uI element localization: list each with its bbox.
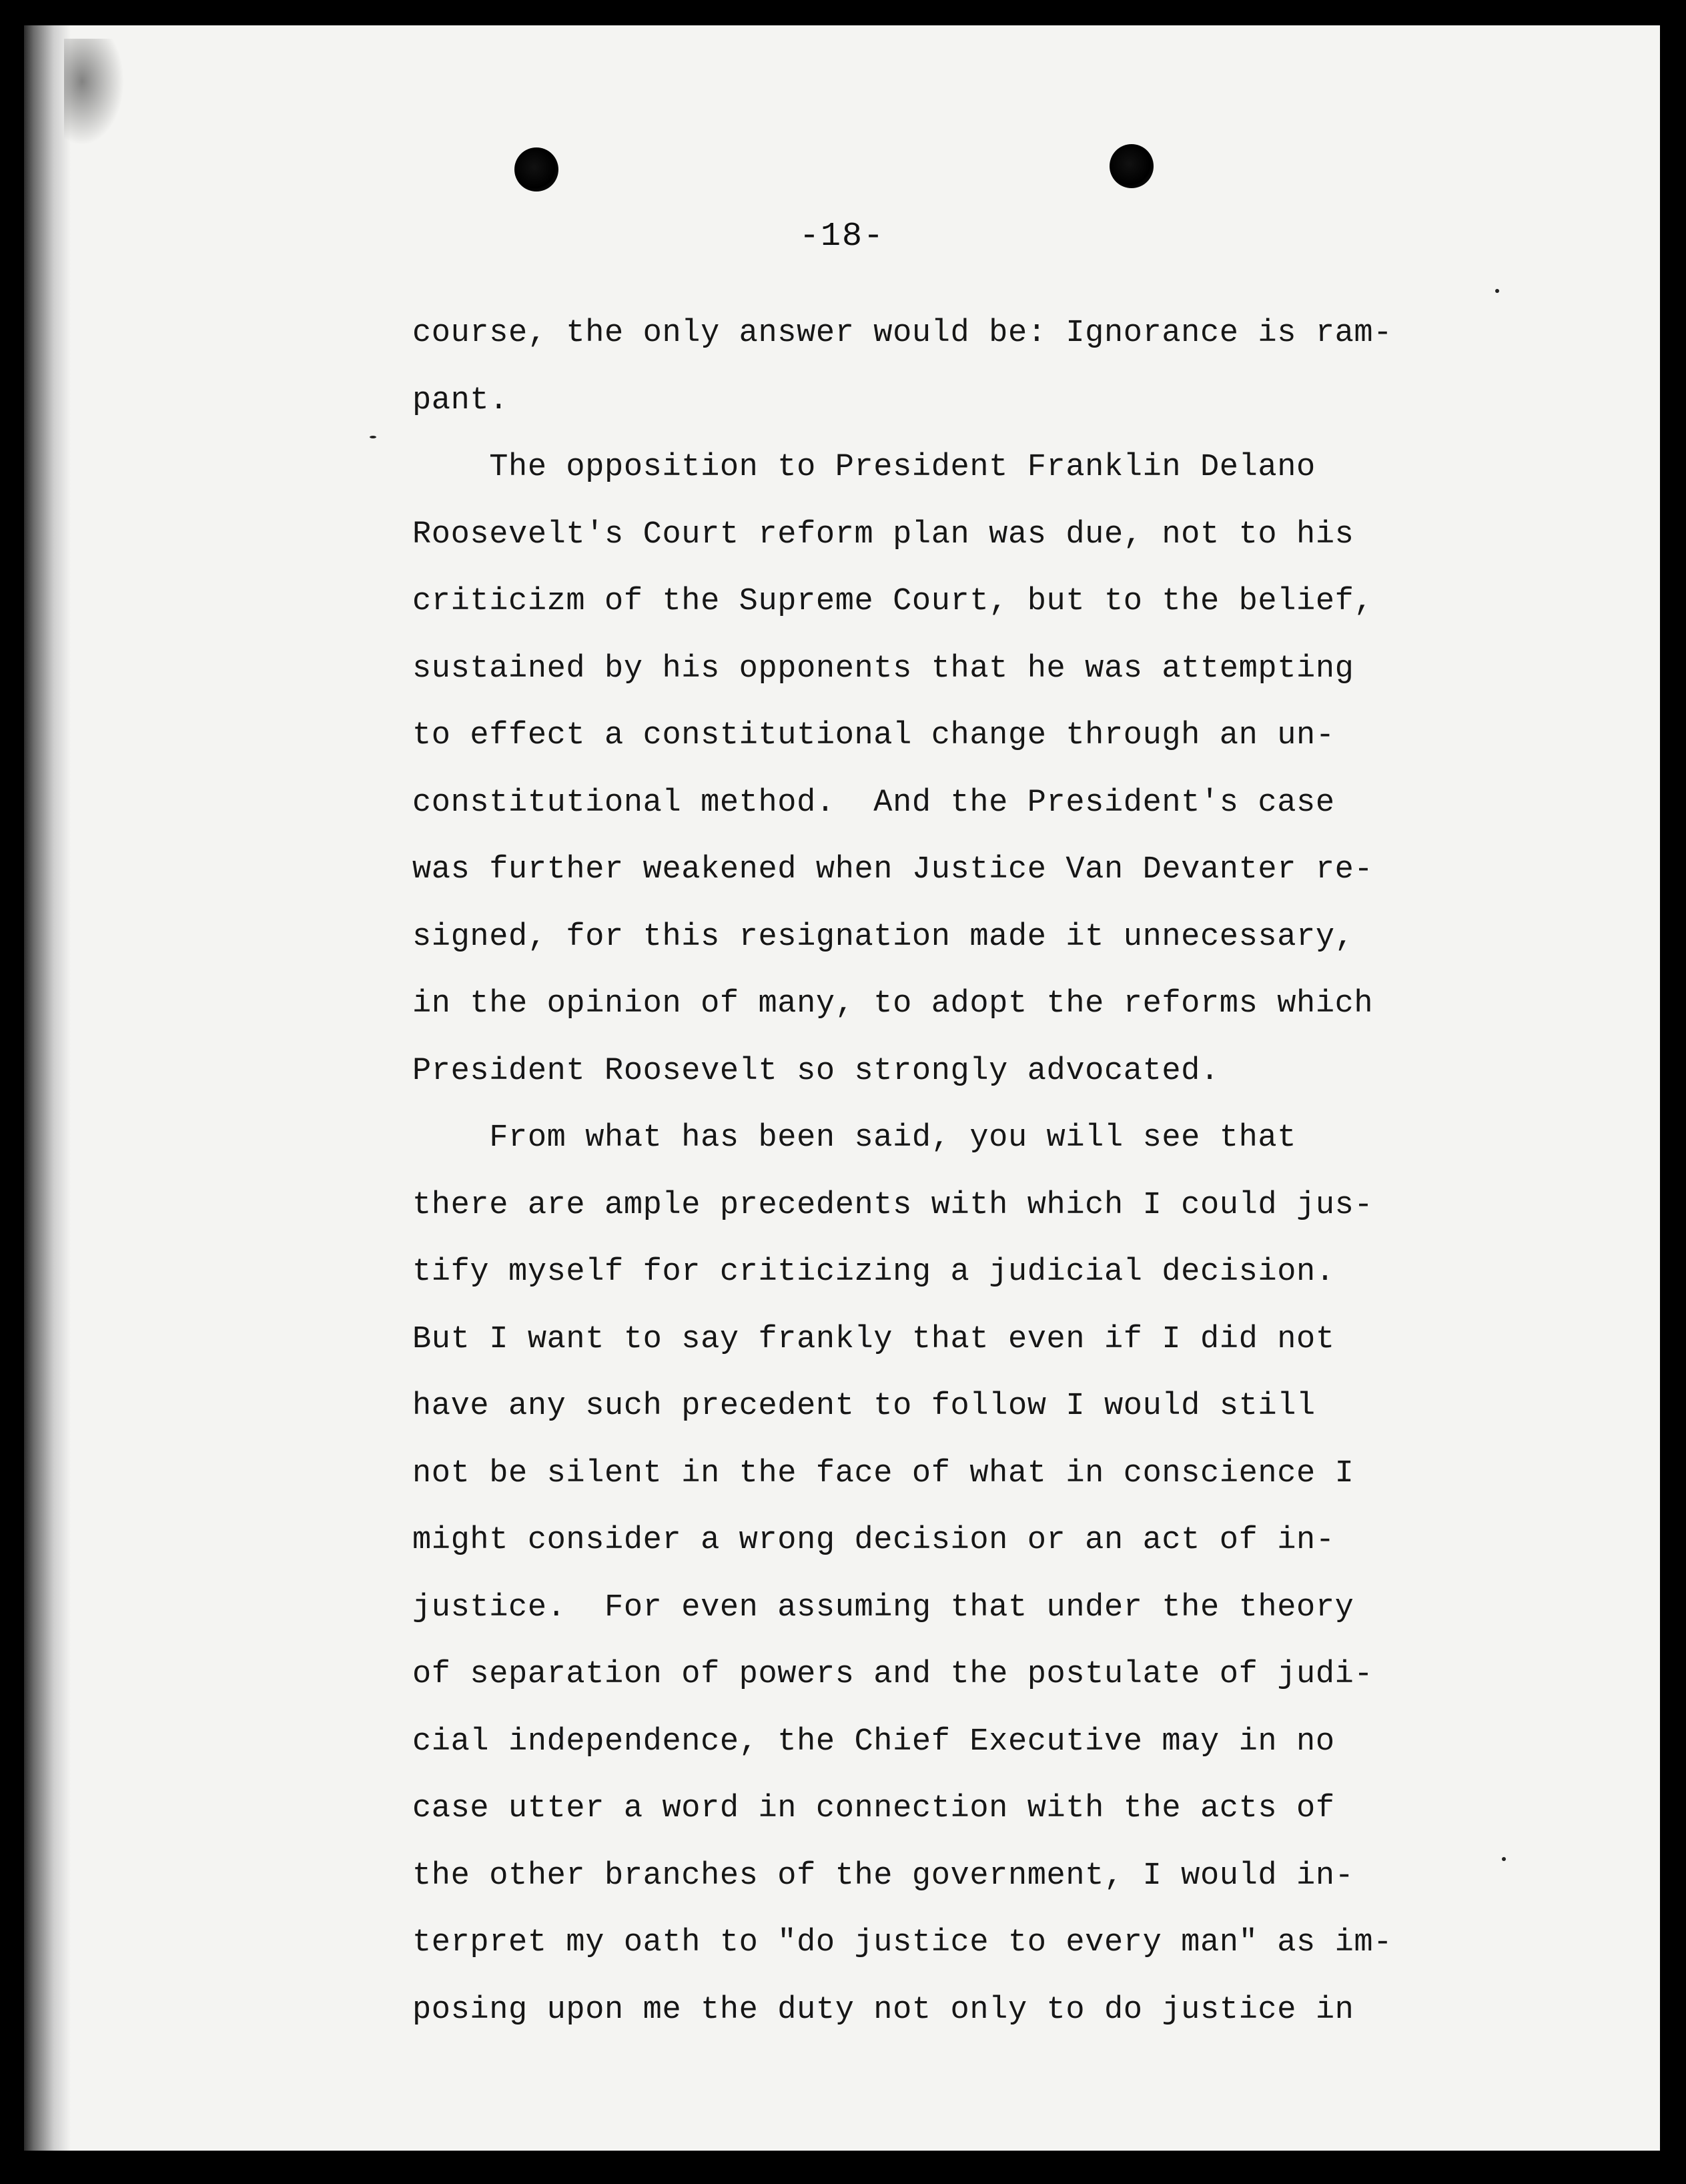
text-line: the other branches of the government, I would in- bbox=[412, 1858, 1354, 1894]
text-line: justice. For even assuming that under the theory bbox=[412, 1589, 1354, 1625]
text-line: But I want to say frankly that even if I did not bbox=[412, 1321, 1335, 1357]
corner-smudge bbox=[64, 39, 124, 145]
page-edge-shadow bbox=[24, 25, 71, 2151]
ink-speck bbox=[370, 436, 376, 438]
text-line: signed, for this resignation made it unnecessary, bbox=[412, 919, 1354, 955]
ink-speck bbox=[1495, 289, 1499, 293]
text-line: not be silent in the face of what in conscience I bbox=[412, 1455, 1354, 1491]
text-line: pant. bbox=[412, 382, 509, 418]
text-line: constitutional method. And the President's case bbox=[412, 785, 1335, 821]
text-line: case utter a word in connection with the acts of bbox=[412, 1791, 1335, 1826]
text-line: sustained by his opponents that he was attempting bbox=[412, 651, 1354, 687]
text-line: Roosevelt's Court reform plan was due, not to his bbox=[412, 516, 1354, 553]
punch-hole-right bbox=[1110, 144, 1154, 188]
text-line: tify myself for criticizing a judicial decision. bbox=[412, 1254, 1335, 1290]
page-number: -18- bbox=[799, 218, 885, 256]
punch-hole-left bbox=[514, 147, 558, 192]
text-line: there are ample precedents with which I could jus- bbox=[412, 1187, 1374, 1223]
document-page bbox=[24, 25, 1660, 2151]
text-line: was further weakened when Justice Van Devanter re- bbox=[412, 852, 1374, 887]
text-line: might consider a wrong decision or an act of in- bbox=[412, 1523, 1335, 1558]
text-line: course, the only answer would be: Ignorance is ram- bbox=[412, 316, 1393, 351]
text-line: criticizm of the Supreme Court, but to the belief, bbox=[412, 584, 1374, 619]
text-line: have any such precedent to follow I would still bbox=[412, 1389, 1316, 1424]
text-line: posing upon me the duty not only to do justice in bbox=[412, 1992, 1354, 2028]
ink-speck bbox=[1502, 1857, 1506, 1861]
text-line: to effect a constitutional change through an un- bbox=[412, 718, 1335, 753]
text-line: From what has been said, you will see that bbox=[412, 1120, 1297, 1156]
body-text bbox=[412, 300, 1493, 2044]
text-line: terpret my oath to "do justice to every man" as im- bbox=[412, 1925, 1393, 1960]
text-line: cial independence, the Chief Executive may in no bbox=[412, 1724, 1335, 1760]
text-line: in the opinion of many, to adopt the reforms which bbox=[412, 986, 1374, 1022]
text-line: The opposition to President Franklin Delano bbox=[412, 450, 1316, 485]
text-line: President Roosevelt so strongly advocated. bbox=[412, 1053, 1220, 1089]
text-line: of separation of powers and the postulate of judi- bbox=[412, 1657, 1374, 1692]
